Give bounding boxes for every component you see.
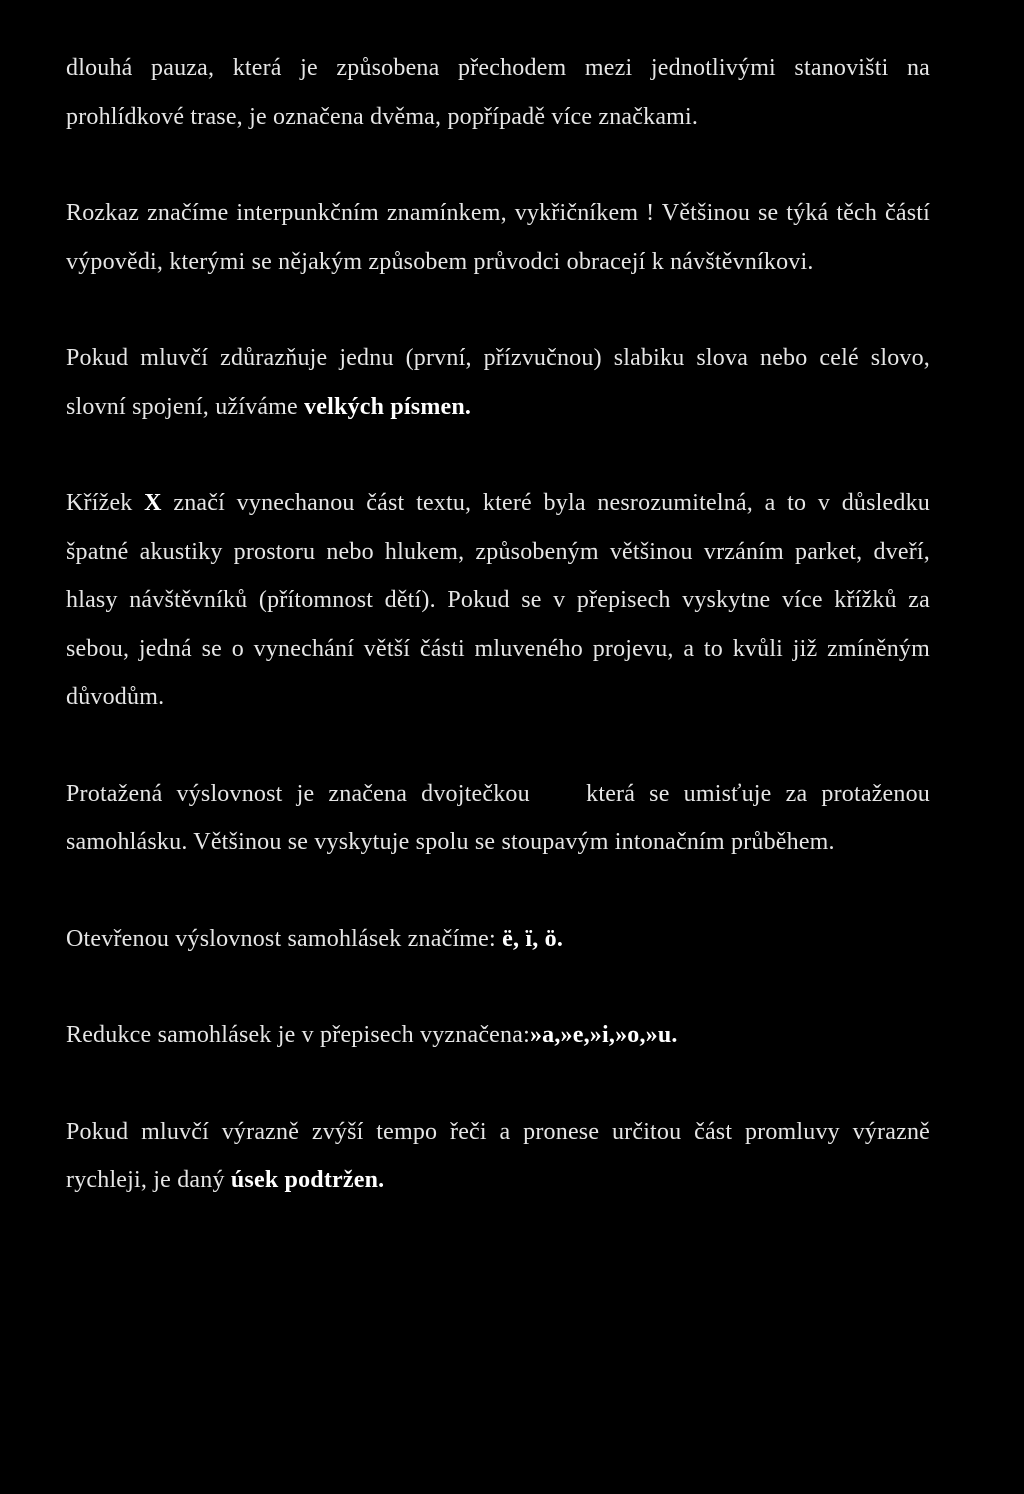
paragraph-emphasis-text: Pokud mluvčí zdůrazňuje jednu (první, přízvučnou) slabiku slova nebo celé slovo, slovní spojení, užíváme <box>66 345 930 420</box>
paragraph-command-text: Rozkaz značíme interpunkčním znamínkem, vykřičníkem ! Většinou se týká těch částí výpovědi, kterými se nějakým způsobem průvodci obracejí k návštěvníkovi. <box>66 200 930 275</box>
paragraph-tempo-bold: úsek podtržen. <box>230 1167 385 1193</box>
paragraph-pause-text: dlouhá pauza, která je způsobena přechodem mezi jednotlivými stanovišti na prohlídkové trase, je označena dvěma, popřípadě více značkami. <box>66 55 930 130</box>
paragraph-cross-bold: X <box>144 490 162 516</box>
paragraph-prolonged-text: Protažená výslovnost je značena dvojtečkou která se umisťuje za protaženou samohlásku. Většinou se vyskytuje spolu se stoupavým intonačním průběhem. <box>66 780 937 855</box>
paragraph-open-vowels-bold: ë, ï, ö. <box>502 925 564 952</box>
paragraph-cross-pre: Křížek <box>66 490 145 516</box>
paragraph-cross-post: značí vynechanou část textu, které byla nesrozumitelná, a to v důsledku špatné akustiky prostoru nebo hlukem, způsobeným většinou vrzáním parket, dveří, hlasy návštěvníků (přítomnost dětí). Pokud se v přepisech vyskytne více křížků za sebou, jedná se o vynechání větší části mluveného projevu, a to kvůli již zmíněným důvodům. <box>66 490 930 710</box>
paragraph-command <box>66 189 930 286</box>
paragraph-prolonged <box>66 770 937 867</box>
paragraph-open-vowels-text: Otevřenou výslovnost samohlásek značíme: <box>66 925 503 952</box>
paragraph-emphasis <box>66 334 930 431</box>
paragraph-reduction-bold: »a,»e,»i,»o,»u. <box>529 1022 678 1048</box>
paragraph-open-vowels <box>66 915 930 964</box>
paragraph-tempo-text: Pokud mluvčí výrazně zvýší tempo řeči a pronese určitou část promluvy výrazně rychleji, je daný <box>66 1118 930 1193</box>
paragraph-reduction-text: Redukce samohlásek je v přepisech vyznačena: <box>66 1022 530 1048</box>
paragraph-reduction <box>66 1011 930 1060</box>
document-page <box>66 44 937 1205</box>
paragraph-cross <box>66 479 930 722</box>
paragraph-tempo <box>66 1108 930 1205</box>
paragraph-emphasis-bold: velkých písmen. <box>304 393 472 420</box>
paragraph-pause <box>66 44 930 141</box>
